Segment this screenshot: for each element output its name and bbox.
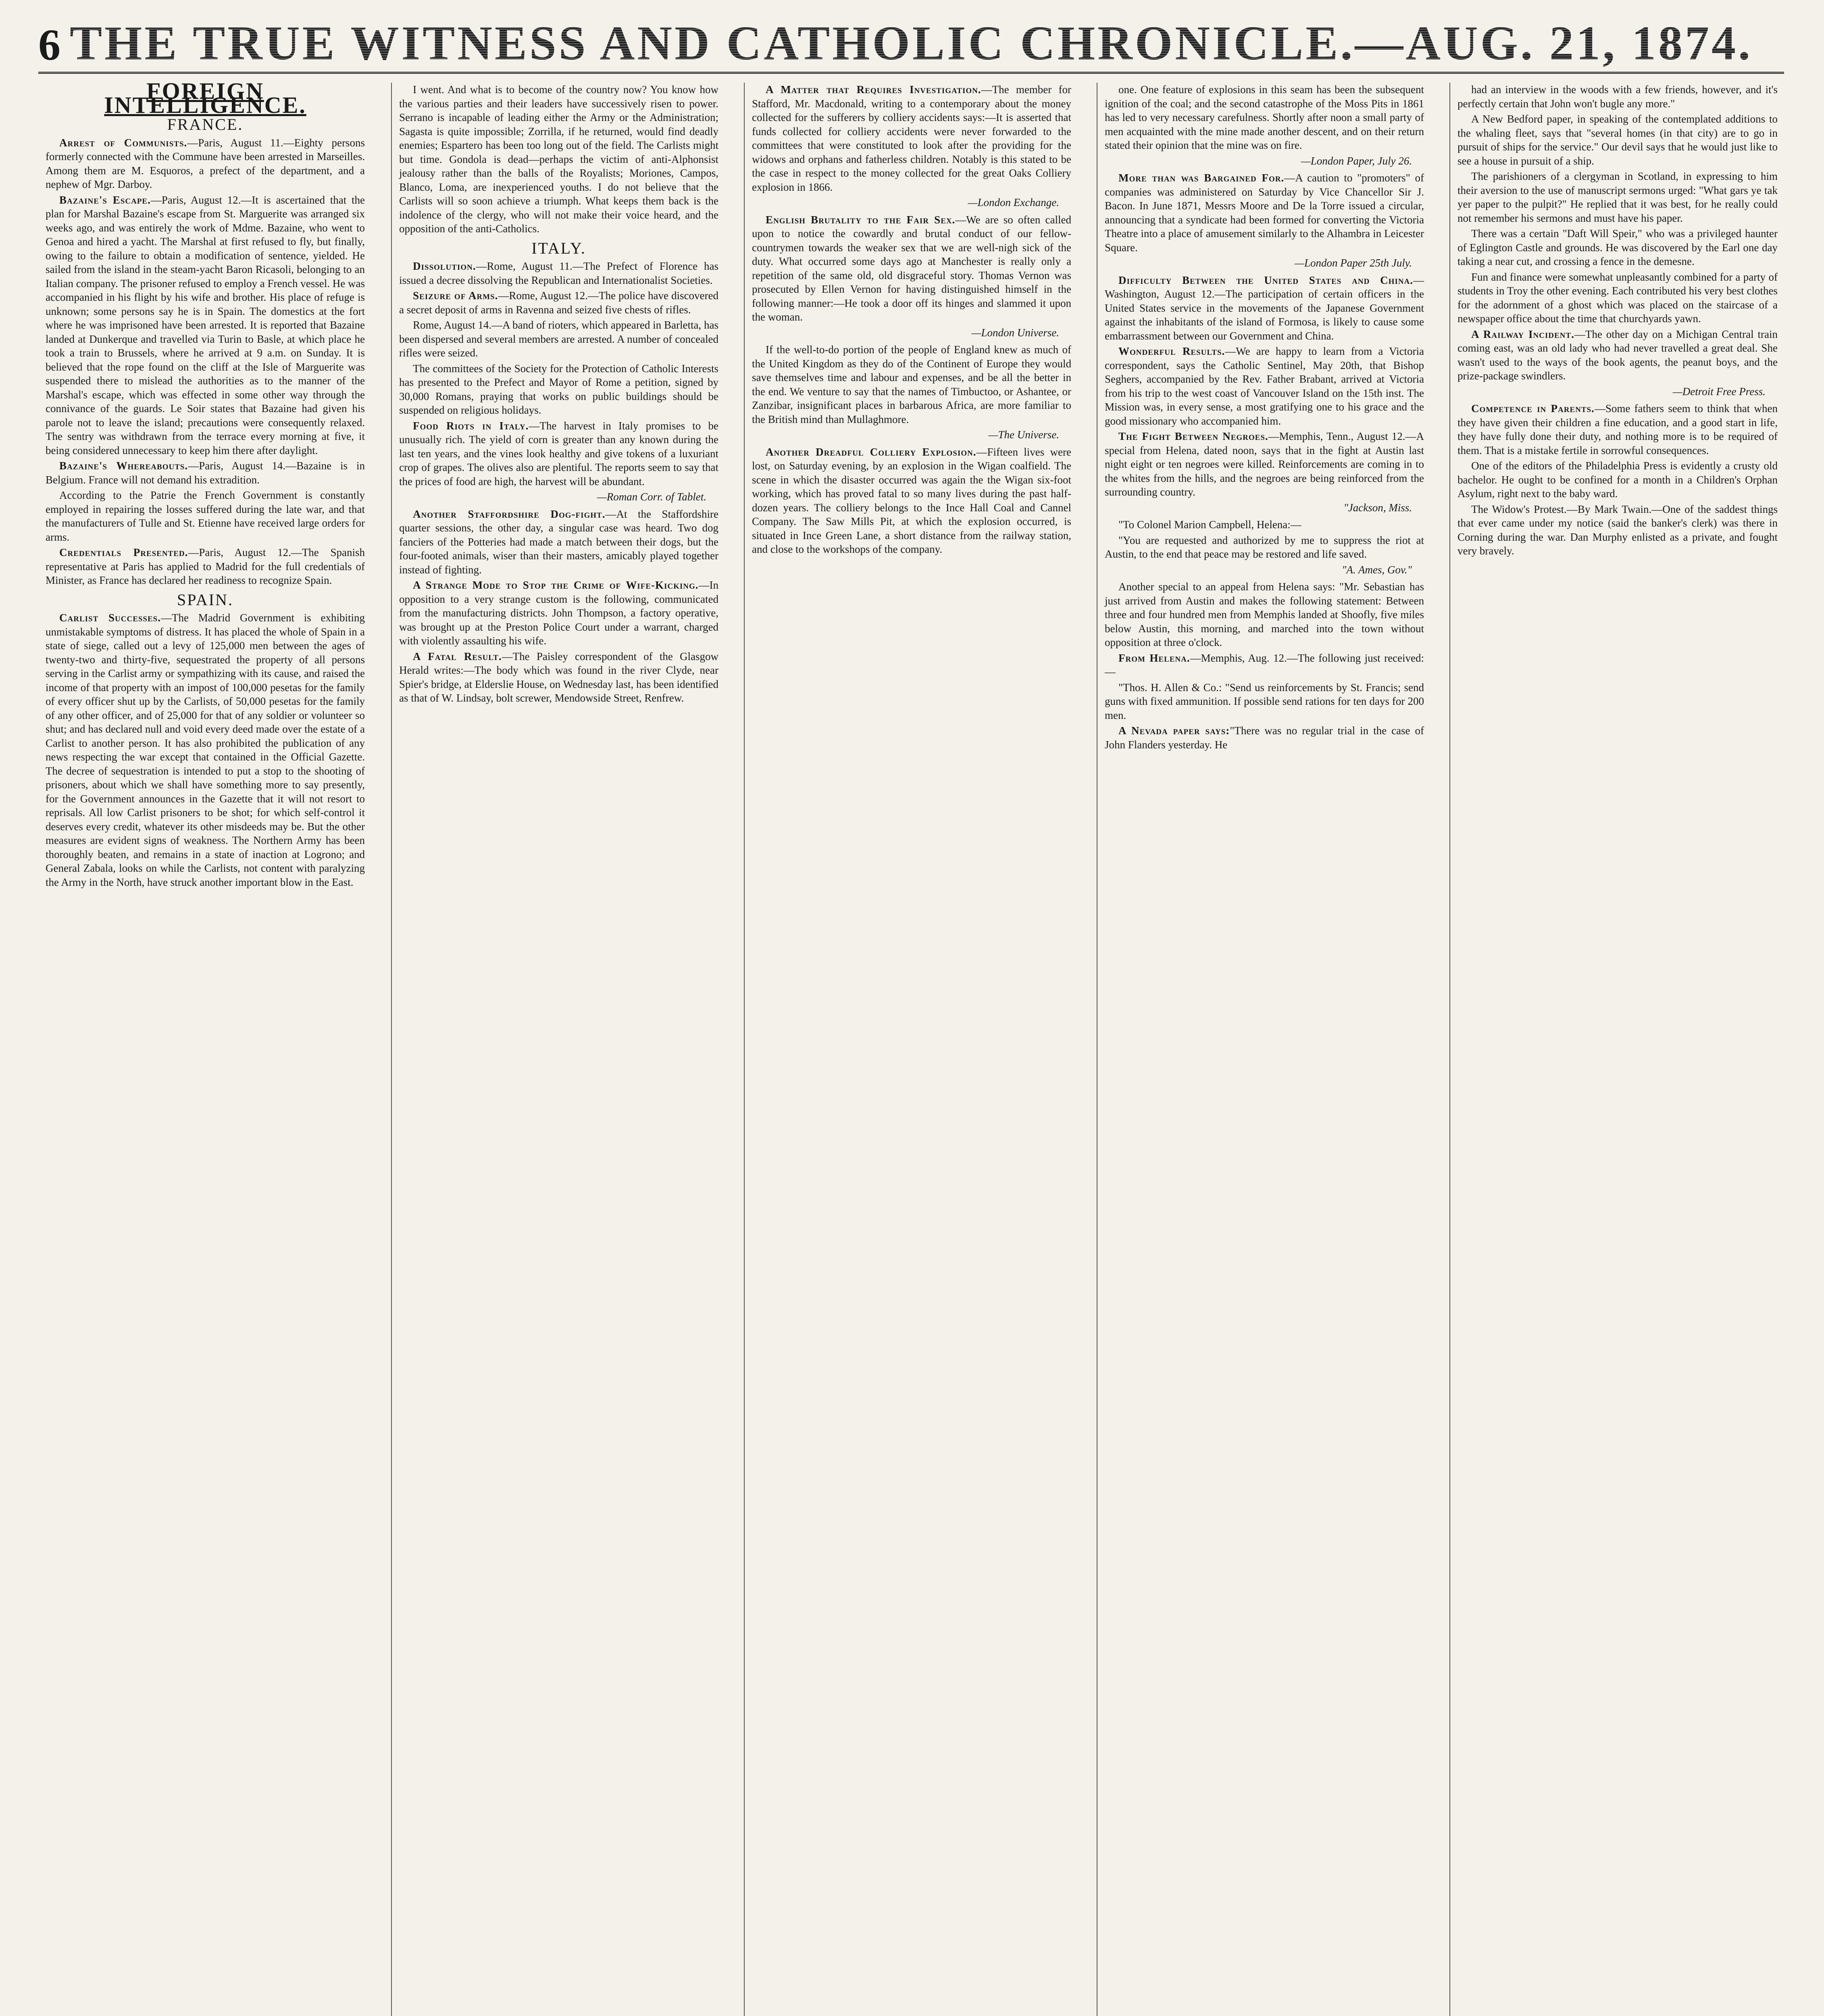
- article-text: —Washington, August 12.—The participation of certain officers in the United States service in the movements of the Japanese Government against the inhabitants of the island of Formosa, is likely to cause some embarrassment between our Government and China.: [1105, 274, 1424, 342]
- column-3: [744, 83, 1079, 2016]
- article-paragraph: [399, 650, 718, 705]
- article-text: —Rome, August 12.—The police have discovered a secret deposit of arms in Ravenna and seized five chests of rifles.: [399, 289, 718, 316]
- article-paragraph: One of the editors of the Philadelphia Press is evidently a crusty old bachelor. He ought to be confined for a month in a Children's Orphan Asylum, right next to the baby ward.: [1458, 460, 1778, 500]
- columns: [38, 83, 1784, 2016]
- masthead-title: THE TRUE WITNESS AND CATHOLIC CHRONICLE.—AUG. 21, 1874.: [38, 15, 1784, 71]
- article-lead: More than was Bargained For.: [1118, 172, 1285, 184]
- article-lead: Wonderful Results.: [1118, 345, 1225, 357]
- article-paragraph: If the well-to-do portion of the people of England knew as much of the United Kingdom as they do of the Continent of Europe they would save themselves time and labour and expenses, and be all the better in the end. We venture to say that the names of Timbuctoo, or Ashantee, or Zanzibar, insignificant places in barbarous Africa, are more familiar to the British mind than Mullaghmore.: [752, 344, 1071, 425]
- article-paragraph: [46, 193, 365, 458]
- article-paragraph: [1105, 273, 1424, 343]
- article-paragraph: [399, 289, 718, 317]
- column-2: [391, 83, 726, 2016]
- article-text: —The harvest in Italy promises to be unusually rich. The yield of corn is greater than any known during the last ten years, and the vines look healthy and give tokens of a luxuriant crop of grapes. The olives also are plentiful. The reports seem to say that the prices of food are high, the harvest will be abundant.: [399, 419, 718, 487]
- article-paragraph: [752, 445, 1071, 556]
- article-paragraph: Rome, August 14.—A band of rioters, which appeared in Barletta, has been dispersed and several members are arrested. A number of concealed rifles were seized.: [399, 319, 718, 359]
- article-source: —Detroit Free Press.: [1672, 385, 1766, 398]
- article-lead: A Strange Mode to Stop the Crime of Wife-Kicking.: [413, 579, 699, 591]
- article-lead: Arrest of Communists.: [59, 136, 187, 149]
- article-text: —Fifteen lives were lost, on Saturday evening, by an explosion in the Wigan coalfield. The scene in which the disaster occurred was again the the Wigan six-foot working, which has proved fatal to so many lives during the past half-dozen years. The colliery belongs to the Ince Hall Coal and Cannel Company. The Saw Mills Pit, at which the explosion occurred, is situated in Ince Green Lane, a short distance from the railway station, and close to the workshops of the company.: [752, 446, 1071, 555]
- article-paragraph: The committees of the Society for the Protection of Catholic Interests has presented to the Prefect and Mayor of Rome a petition, signed by 30,000 Romans, praying that works on public buildings should be suspended on religious holidays.: [399, 362, 718, 416]
- article-text: —The Paisley correspondent of the Glasgow Herald writes:—The body which was found in the river Clyde, near Spier's bridge, at Elderslie House, on Wednesday last, has been identified as that of W. Lindsay, bolt screwer, Mendowside Street, Renfrew.: [399, 650, 719, 704]
- article-lead: Seizure of Arms.: [413, 289, 498, 302]
- subhead-spain: SPAIN.: [177, 590, 233, 609]
- telegram-line: "To Colonel Marion Campbell, Helena:—: [1118, 519, 1301, 531]
- article-lead: Difficulty Between the United States and China.: [1118, 274, 1413, 286]
- article-paragraph: [1458, 402, 1778, 457]
- article-text: "There was no regular trial in the case of John Flanders yesterday. He: [1105, 725, 1424, 751]
- subhead-france: FRANCE.: [167, 115, 244, 133]
- article-paragraph: [46, 611, 365, 889]
- article-lead: Food Riots in Italy.: [413, 419, 529, 432]
- article-lead: English Brutality to the Fair Sex.: [766, 213, 956, 226]
- article-paragraph: A New Bedford paper, in speaking of the contemplated additions to the whaling fleet, says that "several homes (in that city) are to go in pursuit of ships for the service." Our devil says that he would just like to see a house in pursuit of a ship.: [1458, 113, 1778, 167]
- article-paragraph: [399, 419, 718, 489]
- article-paragraph: The parishioners of a clergyman in Scotland, in expressing to him their aversion to the use of manuscript sermons urged: "What gars ye tak yer paper to the pulpit?" He replied that it was best, for he really could not remember his sermons and must have his paper.: [1458, 170, 1778, 224]
- article-paragraph: [1105, 724, 1424, 752]
- subhead-italy: ITALY.: [531, 239, 586, 257]
- article-paragraph: Fun and finance were somewhat unpleasantly combined for a party of students in Troy the other evening. Each contributed his very best clothes for the adornment of a ghost which was placed on the staircase of a newspaper office about the time that churchyards yawn.: [1458, 271, 1778, 325]
- article-text: —Paris, August 12.—The Spanish representative at Paris has applied to Madrid for the full credentials of Minister, as France has declared her readiness to recognize Spain.: [46, 546, 365, 586]
- article-text: —A caution to "promoters" of companies was administered on Saturday by Vice Chancellor Sir J. Bacon. In June 1871, Messrs Moore and De la Torre issued a circular, announcing that a syndicate had been formed for converting the Victoria Theatre into a place of amusement similarly to the Alhambra in Leicester Square.: [1105, 172, 1424, 254]
- article-lead: Another Staffordshire Dog-fight.: [413, 508, 606, 520]
- telegram-line: "You are requested and authorized by me to suppress the riot at Austin, to the end that peace may be restored and life saved.: [1105, 534, 1424, 560]
- article-text: —In opposition to a very strange custom is the following, communicated from the manufacturing districts. John Thompson, a factory operative, was brought up at the Preston Police Court under a warrant, charged with violently assaulting his wife.: [399, 579, 718, 647]
- article-paragraph: The Widow's Protest.—By Mark Twain.—One of the saddest things that ever came under my notice (said the banker's clerk) was there in Corning during the war. Dan Murphy enlisted as a private, and fought very bravely.: [1458, 503, 1778, 557]
- article-paragraph: [46, 459, 365, 487]
- article-lead: Bazaine's Escape.: [59, 194, 151, 206]
- article-lead: Dissolution.: [413, 260, 476, 272]
- article-source: —The Universe.: [988, 429, 1059, 441]
- article-lead: A Railway Incident.: [1471, 328, 1574, 340]
- article-paragraph: According to the Patrie the French Government is constantly employed in repairing the losses suffered during the late war, and that the manufacturers of Tulle and St. Etienne have received large orders for arms.: [46, 489, 365, 543]
- article-text: —Paris, August 14.—Bazaine is in Belgium. France will not demand his extradition.: [46, 460, 365, 486]
- article-paragraph: [1458, 327, 1778, 383]
- article-lead: A Nevada paper says:: [1118, 725, 1230, 737]
- article-paragraph: [752, 213, 1071, 324]
- article-lead: Credentials Presented.: [59, 546, 188, 558]
- article-paragraph: [46, 136, 365, 192]
- article-paragraph: There was a certain "Daft Will Speir," who was a privileged haunter of Eglington Castle and grounds. He was discovered by the Earl one day taking a near cut, and crossing a fence in the demesne.: [1458, 227, 1778, 267]
- article-text: —We are happy to learn from a Victoria correspondent, says the Catholic Sentinel, May 20th, that Bishop Seghers, accompanied by the Rev. Father Brabant, arrived at Victoria from his trip to the west coast of Vancouver Island on the 15th inst. The Mission was, in every sense, a most gratifying one to his grace and the good missionary who accompanied him.: [1105, 345, 1424, 427]
- article-source: —London Paper, July 26.: [1301, 154, 1412, 167]
- article-source: —Roman Corr. of Tablet.: [597, 491, 706, 503]
- column-4: [1097, 83, 1431, 2016]
- article-source: —London Universe.: [971, 326, 1059, 339]
- article-text: —Rome, August 11.—The Prefect of Florence has issued a decree dissolving the Republican and Internationalist Societies.: [399, 260, 718, 286]
- article-text: —The other day on a Michigan Central train coming east, was an old lady who had never travelled a great deal. She wasn't used to the ways of the book agents, the peanut boys, and the prize-package swindlers.: [1458, 328, 1778, 382]
- article-paragraph: [1105, 344, 1424, 428]
- column-5: [1449, 83, 1785, 2016]
- article-text: —The member for Stafford, Mr. Macdonald, writing to a contemporary about the money collected for the sufferers by colliery accidents says:—It is asserted that funds collected for colliery accidents were never forwarded to the committees that were constituted to look after the providing for the widows and orphans and fatherless children. Notably is this stated to be the case in respect to the money collected for the great Oaks Colliery explosion in 1866.: [752, 83, 1071, 193]
- telegram-place: "Jackson, Miss.: [1343, 501, 1412, 514]
- article-paragraph: Another special to an appeal from Helena says: "Mr. Sebastian has just arrived from Austin and makes the following statement: Between three and four hundred men from Memphis landed at Shoofly, five miles below Austin, this morning, and marched into the town without opposition at three o'clock.: [1105, 581, 1424, 648]
- article-text: —Paris, August 12.—It is ascertained that the plan for Marshal Bazaine's escape from St. Marguerite was arranged six weeks ago, and was entirely the work of Mdme. Bazaine, who went to Genoa and hired a yacht. The Marshal at first refused to fly, but finally, owing to the failure to obtain a modification of sentence, yielded. He sailed from the island in the steam-yacht Baron Ricasoli, belonging to an Italian company. The prisoner refused to employ a French vessel. He was accompanied in his flight by his wife and brother. His place of refuge is unknown; some persons say he is in Spain. The domestics at the fort where he was imprisoned have been arrested. It is reported that Bazaine landed at Dunkerque and travelled via Turin to Basle, at which place he took a train to Brussels, where he arrived at 9 a.m. on Sunday. It is believed that the rope found on the cliff at the Isle of Marguerite was suspended there to mislead the authorities as to the manner of the Marshal's escape, which was effected in some other way through the connivance of the guards. Le Soir states that Bazaine had given his parole not to leave the island; precautions were consequently relaxed. The sentry was withdrawn from the terrace every morning at five, it being considered unnecessary to keep him there after daylight.: [46, 194, 365, 456]
- article-paragraph: one. One feature of explosions in this seam has been the subsequent ignition of the coal; and the second catastrophe of the Moss Pits in 1861 has led to very necessary carefulness. Shortly after noon a small party of men acquainted with the mine made another descent, and on their return stated their opinion that the mine was on fire.: [1105, 83, 1424, 151]
- article-text: —We are so often called upon to notice the cowardly and brutal conduct of our fellow-countrymen towards the weaker sex that we are well-nigh sick of the duty. What occurred some days ago at Manchester is really only a repetition of the same old, old disgraceful story. Thomas Vernon was prosecuted by Ellen Vernon for having distinguished himself in the following manner:—He took a door off its hinges and slammed it upon the woman.: [752, 213, 1071, 323]
- article-source: —London Paper 25th July.: [1295, 257, 1412, 269]
- article-text: —Paris, August 11.—Eighty persons formerly connected with the Commune have been arrested in Marseilles. Among them are M. Esquoros, a prefect of the department, and a nephew of Mgr. Darboy.: [46, 136, 365, 190]
- article-text: —At the Staffordshire quarter sessions, the other day, a singular case was heard. Two dog fanciers of the Potteries had made a match between their dogs, but the four-footed animals, wiser than their masters, amicably played together instead of fighting.: [399, 508, 718, 576]
- section-title: FOREIGN INTELLIGENCE.: [104, 83, 306, 118]
- masthead-bar: [38, 11, 1784, 74]
- article-text: —Memphis, Tenn., August 12.—A special from Helena, dated noon, says that in the fight at Austin last night eight or ten negroes were killed. Reinforcements are coming in to the whites from the hills, and the negroes are being reinforced from the surrounding country.: [1105, 430, 1424, 498]
- article-paragraph: [399, 259, 718, 287]
- article-paragraph: [399, 578, 718, 648]
- article-lead: Bazaine's Whereabouts.: [59, 460, 188, 472]
- article-paragraph: [46, 546, 365, 587]
- article-paragraph: had an interview in the woods with a few friends, however, and it's perfectly certain that John won't bugle any more.": [1458, 83, 1778, 110]
- article-paragraph: "Thos. H. Allen & Co.: "Send us reinforcements by St. Francis; send guns with fixed ammunition. If possible send rations for ten days for 200 men.: [1105, 681, 1424, 721]
- telegram-signature: "A. Ames, Gov.": [1342, 563, 1412, 576]
- article-paragraph: I went. And what is to become of the country now? You know how the various parties and their leaders have successively risen to power. Serrano is incapable of leading either the Army or the Administration; Sagasta is quite impossible; Zorrilla, if he returned, would find deadly enemies; Espartero has been too long out of the field. The Carlists might but time. Gondola is dead—perhaps the victim of anti-Alphonsist jealousy rather than the balls of the Royalists; Moriones, Campos, Blanco, Loma, are inexperienced youths. I do not believe that the Carlists will so soon achieve a triumph. What keeps them back is the indolence of the clergy, who will not make their voice heard, and the opposition of the anti-Catholics.: [399, 83, 718, 235]
- article-lead: Competence in Parents.: [1471, 402, 1595, 414]
- article-lead: A Fatal Result.: [413, 650, 502, 662]
- article-paragraph: [1105, 171, 1424, 254]
- article-lead: Another Dreadful Colliery Explosion.: [766, 446, 977, 458]
- article-lead: Carlist Successes.: [59, 612, 161, 624]
- article-lead: From Helena.: [1118, 652, 1190, 664]
- article-text: —The Madrid Government is exhibiting unmistakable symptoms of distress. It has placed the whole of Spain in a state of siege, called out a levy of 125,000 men between the ages of twenty-two and thirty-five, sequestrated the property of all persons serving in the Carlist army or sympathizing with its cause, and raised the income of that property with an impost of 100,000 pesetas for the family of every officer shut up by the Carlists, of 50,000 pesetas for the family of any other officer, and of 25,000 for that of any soldier or volunteer so shut; and has declared null and void every deed made over the estate of a Carlist to another person. It has also prohibited the publication of any news respecting the war except that contained in the Official Gazette. The decree of sequestration is intended to put a stop to the shooting of prisoners, about which we shall have something more to say presently, for the Government announces in the Gazette that it will not resort to reprisals. All low Carlist prisoners to be shot; for which self-control it deserves every credit, whatever its other misdeeds may be. But the other measures are evident signs of weakness. The Northern Army has been thoroughly beaten, and remains in a state of inaction at Logrono; and General Zabala, looks on while the Carlists, not content with paralyzing the Army in the North, have struck another important blow in the East.: [46, 612, 365, 888]
- article-paragraph: [1105, 429, 1424, 499]
- article-text: —Memphis, Aug. 12.—The following just received:—: [1105, 652, 1424, 678]
- article-text: —Some fathers seem to think that when they have given their children a fine education, and a good start in life, they have fully done their duty, and nothing more is to be required of them. That is a mistake fertile in sorrowful consequences.: [1458, 402, 1778, 456]
- article-lead: A Matter that Requires Investigation.: [766, 83, 981, 96]
- article-paragraph: [752, 83, 1071, 194]
- column-1: [38, 83, 372, 2016]
- article-lead: The Fight Between Negroes.: [1118, 430, 1268, 442]
- article-paragraph: [399, 507, 718, 577]
- article-paragraph: [1105, 651, 1424, 679]
- article-source: —London Exchange.: [968, 196, 1059, 208]
